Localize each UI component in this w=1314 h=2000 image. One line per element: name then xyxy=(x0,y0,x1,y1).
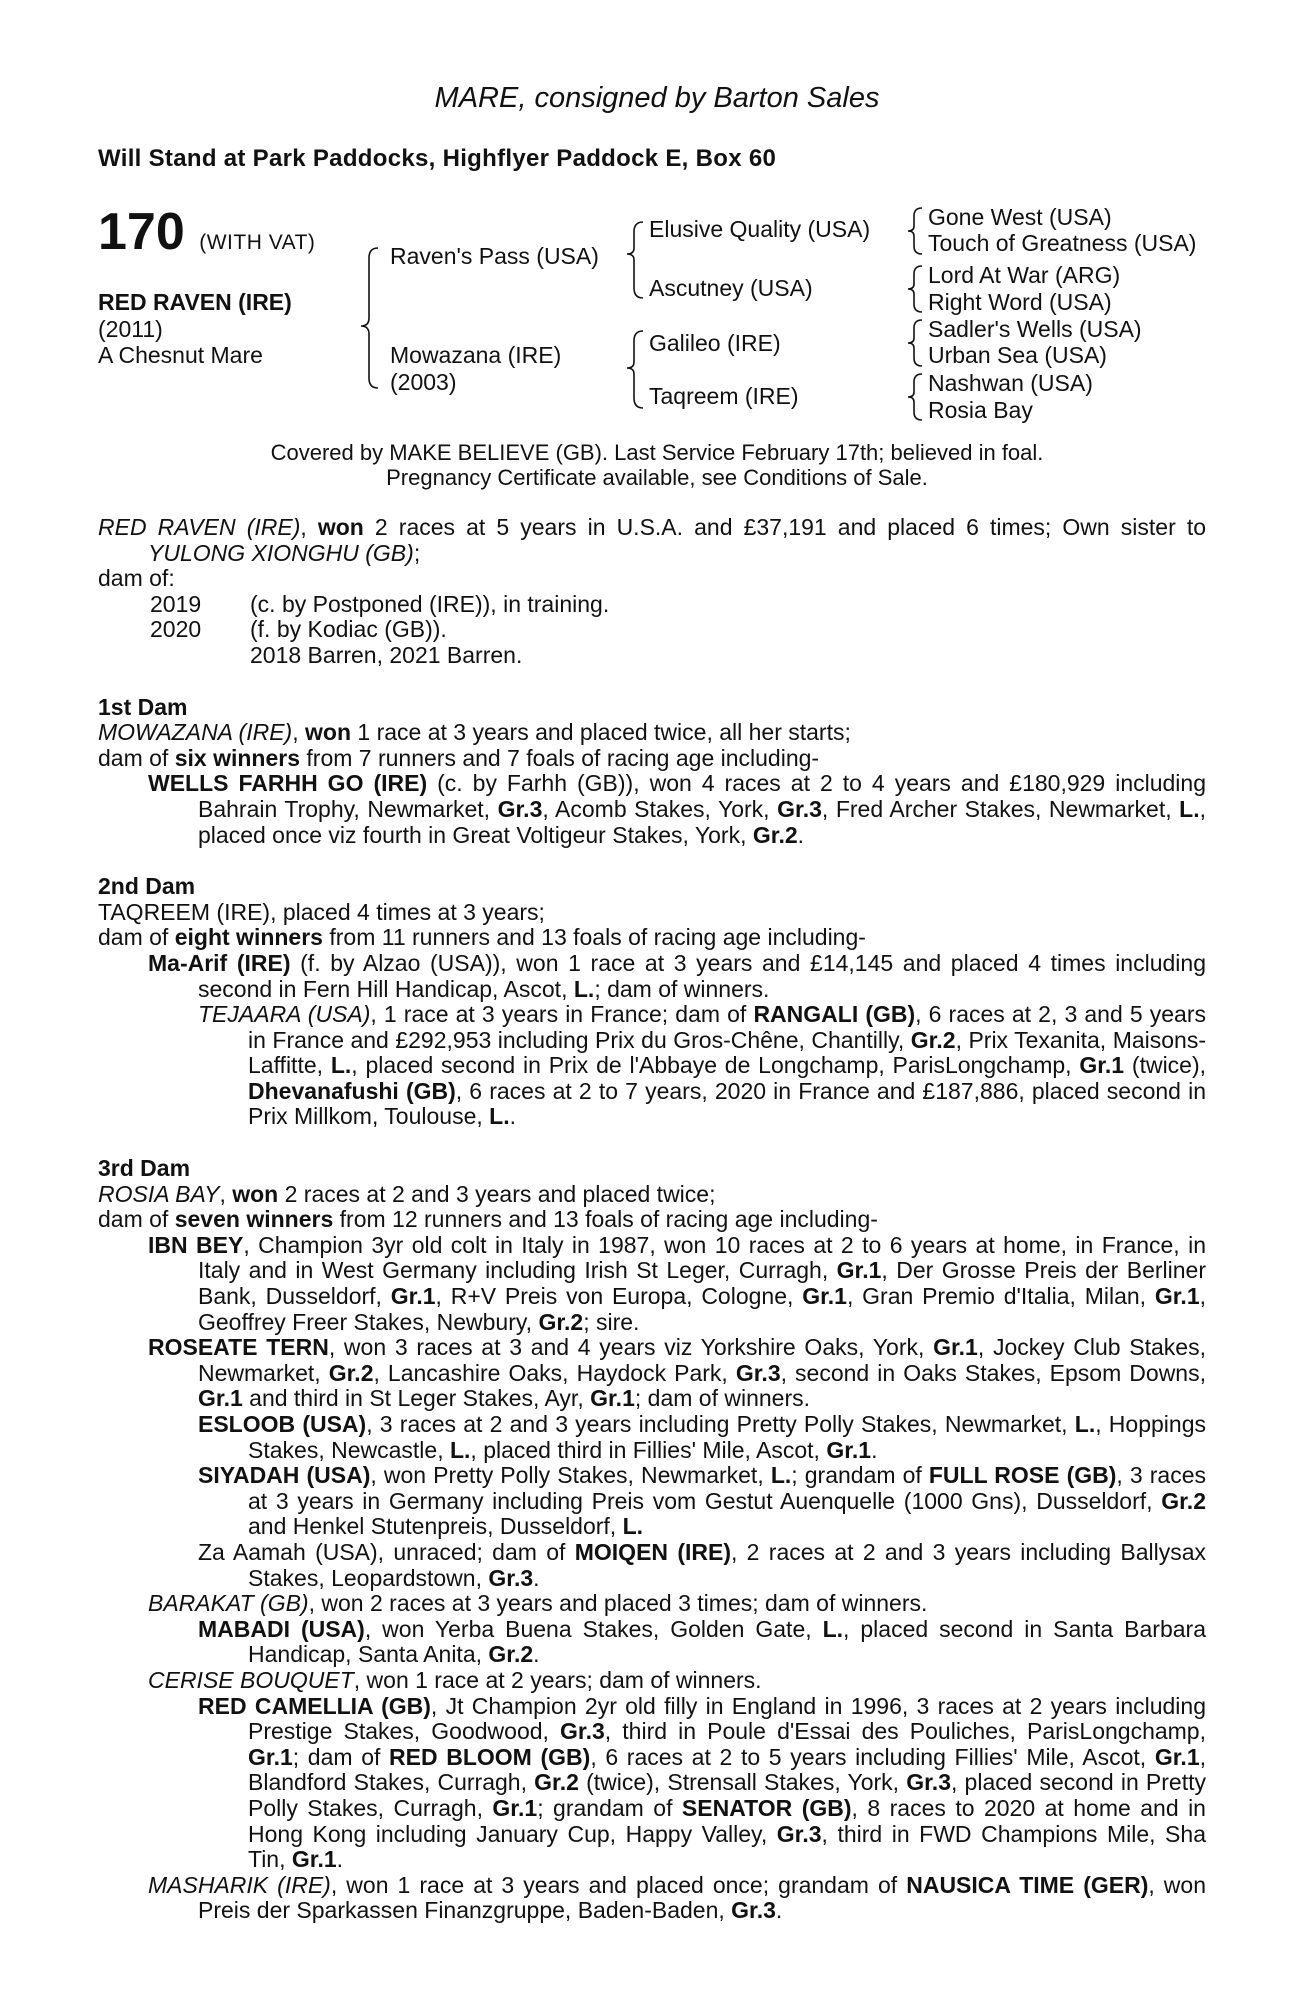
dam2-dam-of xyxy=(98,925,1206,951)
covered-line-2: Pregnancy Certificate available, see Conditions of Sale. xyxy=(386,465,928,490)
stand-location: Will Stand at Park Paddocks, Highflyer Paddock E, Box 60 xyxy=(98,145,777,172)
pedigree-sire-sire: Elusive Quality (USA) xyxy=(649,216,871,242)
progeny-text: , third in FWD Champions Mile, Sha Tin, xyxy=(248,1820,1206,1873)
dam2-winners: eight winners xyxy=(174,924,323,951)
progeny-text: , won 2 races at 3 years and placed 3 times; dam of winners. xyxy=(308,1590,928,1617)
horse-name: RED RAVEN (IRE) xyxy=(98,289,292,315)
progeny-text: (f. by Alzao (USA)), won 1 race at 3 years and £14,145 and placed 4 times including second in Fern Hill Handicap, Ascot, xyxy=(198,949,1206,1002)
dam3-won: won xyxy=(232,1180,279,1207)
grade-badge: Gr.1 xyxy=(1154,1743,1200,1770)
progeny-text: (twice), Strensall Stakes, York, xyxy=(578,1769,907,1796)
progeny-text: , won 1 race at 3 years and placed once; grandam of xyxy=(330,1871,907,1898)
progeny-name: SENATOR (GB) xyxy=(681,1794,852,1821)
grade-badge: Gr.1 xyxy=(492,1794,538,1821)
progeny-text: Za Aamah (USA), unraced; dam of xyxy=(198,1538,575,1565)
grade-badge: Gr.3 xyxy=(497,795,543,822)
progeny-text: . xyxy=(797,821,805,848)
dam3-damof-a: dam of xyxy=(98,1206,175,1233)
progeny-text: , placed once viz fourth in Great Voltigeur Stakes, York, xyxy=(198,795,1207,848)
pedigree-sds: Lord At War (ARG) xyxy=(928,262,1121,288)
progeny-name: MABADI (USA) xyxy=(198,1615,365,1642)
pedigree-sire-dam: Ascutney (USA) xyxy=(649,275,813,301)
dam3-grand-progeny xyxy=(98,1617,1206,1668)
grade-badge: Gr.1 xyxy=(291,1846,337,1873)
progeny-text: . xyxy=(336,1846,344,1873)
dam3-name: ROSIA BAY xyxy=(98,1180,220,1207)
progeny-text: , 8 races to 2020 at home and in Hong Kong including January Cup, Happy Valley, xyxy=(248,1794,1206,1847)
grade-badge: L. xyxy=(449,1436,471,1463)
progeny-text: , Jt Champion 2yr old filly in England in 1996, 3 races at 2 years including Prestige Stakes, Goodwood, xyxy=(248,1692,1206,1745)
progeny-name: SIYADAH (USA) xyxy=(198,1462,371,1489)
progeny-text: , Champion 3yr old colt in Italy in 1987, won 10 races at 2 to 6 years at home, in France, in Italy and in West Germany including Irish St Leger, Curragh, xyxy=(198,1231,1207,1284)
grade-badge: L. xyxy=(1074,1411,1096,1437)
grade-badge: Gr.2 xyxy=(1161,1487,1206,1514)
grade-badge: Gr.1 xyxy=(826,1436,872,1463)
progeny-text: , Blandford Stakes, Curragh, xyxy=(248,1743,1207,1796)
dam3-grand-progeny xyxy=(98,1463,1206,1540)
record-end: ; xyxy=(413,539,421,566)
grade-badge: Gr.1 xyxy=(590,1385,635,1412)
foal-text: (f. by Kodiac (GB)). xyxy=(250,616,447,643)
progeny-text: , third in Poule d'Essai des Pouliches, ParisLongchamp, xyxy=(604,1718,1206,1745)
progeny-text: . xyxy=(775,1897,783,1924)
progeny-text: , 2 races at 2 and 3 years including Ballysax Stakes, Leopardstown, xyxy=(248,1538,1206,1591)
page-title: MARE, consigned by Barton Sales xyxy=(434,82,880,114)
progeny-name: MASHARIK (IRE) xyxy=(148,1871,331,1898)
record-text: 2 races at 5 years in U.S.A. and £37,191 and placed 6 times; Own sister to xyxy=(363,514,1206,540)
dam1-name: MOWAZANA (IRE) xyxy=(98,719,293,746)
grade-badge: L. xyxy=(489,1103,510,1130)
grade-badge: L. xyxy=(330,1052,352,1079)
dam1-damof-b: from 7 runners and 7 foals of racing age including- xyxy=(300,744,820,771)
grade-badge: L. xyxy=(822,1615,844,1642)
progeny-text: , 6 races at 2 to 5 years including Fillies' Mile, Ascot, xyxy=(590,1743,1155,1770)
dam3-winners: seven winners xyxy=(174,1206,334,1233)
progeny-text: , placed third in Fillies' Mile, Ascot, xyxy=(470,1436,827,1463)
progeny-text: . xyxy=(533,1564,540,1591)
progeny-text: ; dam of winners. xyxy=(594,975,770,1002)
grade-badge: Gr.1 xyxy=(802,1283,847,1310)
pedigree-ddd: Rosia Bay xyxy=(928,397,1033,423)
progeny-text: , Der Grosse Preis der Berliner Bank, Dusseldorf, xyxy=(198,1257,1206,1310)
progeny-text: , Jockey Club Stakes, Newmarket, xyxy=(198,1334,1206,1386)
record-horse-name: RED RAVEN (IRE) xyxy=(98,514,301,540)
progeny-text: ; dam of xyxy=(292,1743,390,1770)
grade-badge: Gr.2 xyxy=(538,1308,584,1335)
grade-badge: Gr.2 xyxy=(752,821,798,848)
grade-badge: Gr.1 xyxy=(933,1334,978,1361)
vat-label: (WITH VAT) xyxy=(199,231,316,254)
progeny-text: , Fred Archer Stakes, Newmarket, xyxy=(821,795,1180,822)
pedigree-dam-sire: Galileo (IRE) xyxy=(649,330,781,356)
pedigree-sdd: Right Word (USA) xyxy=(928,289,1112,315)
progeny-text: , placed second in Prix de l'Abbaye de Longchamp, ParisLongchamp, xyxy=(351,1052,1080,1079)
progeny-text: , placed second in Pretty Polly Stakes, Curragh, xyxy=(248,1769,1206,1821)
progeny-text: (c. by Farhh (GB)), won 4 races at 2 to 4 years and £180,929 including Bahrain Trophy, Newmarket, xyxy=(198,770,1206,822)
dam1-damof-a: dam of xyxy=(98,744,175,771)
dam3-progeny xyxy=(98,1873,1206,1924)
record-won: won xyxy=(317,514,364,540)
dam2-record: TAQREEM (IRE), placed 4 times at 3 years; xyxy=(98,898,545,925)
lot-number-value: 170 xyxy=(98,203,185,261)
dam2-progeny xyxy=(98,1002,1206,1130)
progeny-text: , placed second in Santa Barbara Handicap, Santa Anita, xyxy=(248,1615,1206,1668)
progeny-text: , 6 races at 2 to 7 years, 2020 in France and £187,886, placed second in Prix Millkom, Toulouse, xyxy=(248,1077,1207,1130)
grade-badge: Gr.1 xyxy=(390,1283,436,1310)
dam2-heading: 2nd Dam xyxy=(98,873,196,900)
progeny-text: , won Yerba Buena Stakes, Golden Gate, xyxy=(364,1615,823,1642)
pedigree-dam-dam: Taqreem (IRE) xyxy=(649,383,799,409)
progeny-name: CERISE BOUQUET xyxy=(148,1666,354,1693)
pedigree-dam: Mowazana (IRE) xyxy=(390,342,562,368)
dam1-won: won xyxy=(305,719,352,746)
progeny-name: RED CAMELLIA (GB) xyxy=(198,1692,431,1719)
barren-row xyxy=(98,643,1206,669)
progeny-name: ROSEATE TERN xyxy=(148,1334,329,1361)
horse-year: (2011) xyxy=(98,316,163,342)
grade-badge: Gr.3 xyxy=(488,1564,534,1591)
progeny-text: . xyxy=(509,1103,516,1130)
dam3-heading: 3rd Dam xyxy=(98,1155,191,1182)
dam3-text: 2 races at 2 and 3 years and placed twice; xyxy=(278,1180,716,1207)
progeny-text: (twice), xyxy=(1124,1052,1207,1079)
progeny-name: BARAKAT (GB) xyxy=(148,1590,309,1617)
grade-badge: Gr.2 xyxy=(328,1359,374,1386)
grade-badge: Gr.2 xyxy=(488,1641,534,1668)
progeny-text: . xyxy=(871,1436,878,1463)
dam1-winners: six winners xyxy=(174,744,300,771)
progeny-name: TEJAARA (USA) xyxy=(198,1001,371,1028)
foal-row xyxy=(98,592,1206,618)
dam3-damof-b: from 12 runners and 13 foals of racing age including- xyxy=(333,1206,878,1233)
progeny-text: , Geoffrey Freer Stakes, Newbury, xyxy=(198,1283,1207,1335)
grade-badge: Gr.3 xyxy=(777,795,822,822)
dam3-grand-progeny xyxy=(98,1540,1206,1591)
progeny-text: , 1 race at 3 years in France; dam of xyxy=(370,1001,754,1028)
grade-badge: Gr.1 xyxy=(248,1743,293,1770)
record-dam-of: dam of: xyxy=(98,565,175,592)
pedigree-dsd: Urban Sea (USA) xyxy=(928,342,1107,368)
grade-badge: Gr.2 xyxy=(534,1769,579,1796)
dam3-grand-progeny xyxy=(98,1694,1206,1873)
horse-description: A Chesnut Mare xyxy=(98,342,263,368)
dam3-record: ROSIA BAY, won 2 races at 2 and 3 years and placed twice; xyxy=(98,1180,716,1207)
progeny-text: , Hoppings Stakes, Newcastle, xyxy=(248,1411,1206,1463)
record-sister: YULONG XIONGHU (GB) xyxy=(148,539,414,566)
grade-badge: Gr.3 xyxy=(731,1897,776,1924)
grade-badge: Gr.3 xyxy=(560,1718,605,1745)
progeny-text: , Acomb Stakes, York, xyxy=(542,795,778,822)
pedigree-dds: Nashwan (USA) xyxy=(928,370,1093,396)
grade-badge: L. xyxy=(1179,795,1200,822)
grade-badge: Gr.1 xyxy=(1079,1052,1125,1079)
progeny-text: , won Pretty Polly Stakes, Newmarket, xyxy=(370,1462,771,1489)
progeny-text: and third in St Leger Stakes, Ayr, xyxy=(242,1385,591,1412)
grade-badge: Gr.3 xyxy=(906,1769,951,1796)
progeny-name: Dhevanafushi (GB) xyxy=(248,1077,456,1104)
barren-text: 2018 Barren, 2021 Barren. xyxy=(250,641,523,668)
progeny-text: , won Preis der Sparkassen Finanzgruppe, Baden-Baden, xyxy=(198,1871,1206,1924)
dam3-grand-progeny xyxy=(98,1412,1206,1463)
dam2-damof-a: dam of xyxy=(98,924,175,951)
grade-badge: L. xyxy=(573,975,595,1002)
progeny-text: and Henkel Stutenpreis, Dusseldorf, xyxy=(248,1513,623,1540)
record-sep: , xyxy=(300,514,318,540)
grade-badge: L. xyxy=(770,1462,792,1489)
pedigree-ssd: Touch of Greatness (USA) xyxy=(928,230,1197,256)
dam1-progeny xyxy=(98,771,1206,848)
progeny-name: IBN BEY xyxy=(148,1231,244,1258)
grade-badge: Gr.3 xyxy=(735,1359,781,1386)
progeny-text: , Lancashire Oaks, Haydock Park, xyxy=(373,1359,736,1386)
grade-badge: L. xyxy=(622,1513,644,1540)
progeny-name: WELLS FARHH GO (IRE) xyxy=(148,770,428,797)
progeny-text: ; sire. xyxy=(583,1308,640,1335)
dam1-heading: 1st Dam xyxy=(98,693,188,720)
progeny-text: , won 1 race at 2 years; dam of winners. xyxy=(353,1666,762,1693)
progeny-name: FULL ROSE (GB) xyxy=(928,1462,1117,1489)
dam2-damof-b: from 11 runners and 13 foals of racing age including- xyxy=(322,924,866,951)
pedigree-dam-year: (2003) xyxy=(390,369,457,395)
dam3-progeny xyxy=(98,1233,1206,1335)
grade-badge: Gr.2 xyxy=(910,1026,956,1053)
grade-badge: Gr.1 xyxy=(836,1257,882,1284)
dam2-progeny xyxy=(98,951,1206,1002)
progeny-name: NAUSICA TIME (GER) xyxy=(906,1871,1149,1898)
covered-line-1: Covered by MAKE BELIEVE (GB). Last Service February 17th; believed in foal. xyxy=(270,440,1044,465)
progeny-text: , 3 races at 2 and 3 years including Pretty Polly Stakes, Newmarket, xyxy=(366,1411,1075,1437)
grade-badge: Gr.3 xyxy=(776,1820,822,1847)
dam3-progeny xyxy=(98,1591,1206,1617)
dam1-text: 1 race at 3 years and placed twice, all her starts; xyxy=(351,719,851,746)
progeny-name: Ma-Arif (IRE) xyxy=(148,949,291,976)
progeny-text: , Gran Premio d'Italia, Milan, xyxy=(846,1283,1155,1310)
progeny-name: MOIQEN (IRE) xyxy=(574,1538,731,1565)
catalogue-body xyxy=(98,515,1206,1924)
progeny-text: , R+V Preis von Europa, Cologne, xyxy=(435,1283,803,1310)
dam3-progeny xyxy=(98,1335,1206,1412)
foal-row xyxy=(98,617,1206,643)
progeny-text: , won 3 races at 3 and 4 years viz Yorkshire Oaks, York, xyxy=(328,1334,934,1361)
grade-badge: Gr.1 xyxy=(198,1385,243,1412)
progeny-text: , Prix Texanita, Maisons-Laffitte, xyxy=(248,1026,1206,1079)
dam3-progeny xyxy=(98,1668,1206,1694)
foal-text: (c. by Postponed (IRE)), in training. xyxy=(250,590,610,617)
progeny-name: ESLOOB (USA) xyxy=(198,1411,367,1437)
progeny-text: ; grandam of xyxy=(791,1462,929,1489)
progeny-text: ; dam of winners. xyxy=(634,1385,811,1412)
progeny-name: RANGALI (GB) xyxy=(753,1001,916,1028)
foal-year: 2019 xyxy=(150,590,202,617)
dam1-dam-of xyxy=(98,746,1206,772)
progeny-text: , second in Oaks Stakes, Epsom Downs, xyxy=(780,1359,1206,1386)
grade-badge: Gr.1 xyxy=(1154,1283,1200,1310)
pedigree-sire: Raven's Pass (USA) xyxy=(390,243,599,269)
progeny-text: ; grandam of xyxy=(537,1794,682,1821)
pedigree-dss: Sadler's Wells (USA) xyxy=(928,316,1142,342)
progeny-text: , 3 races at 3 years in Germany including Preis vom Gestut Auenquelle (1000 Gns), Dusseldorf, xyxy=(248,1462,1206,1514)
progeny-text: . xyxy=(533,1641,540,1668)
dam3-dam-of xyxy=(98,1207,1206,1233)
racing-record xyxy=(98,515,1206,566)
foal-year: 2020 xyxy=(150,616,202,643)
dam1-record: MOWAZANA (IRE), won 1 race at 3 years and placed twice, all her starts; xyxy=(98,719,851,746)
progeny-text: , 6 races at 2, 3 and 5 years in France and £292,953 including Prix du Gros-Chêne, Chantilly, xyxy=(248,1001,1207,1053)
pedigree-sss: Gone West (USA) xyxy=(928,204,1112,230)
progeny-name: RED BLOOM (GB) xyxy=(389,1743,591,1770)
